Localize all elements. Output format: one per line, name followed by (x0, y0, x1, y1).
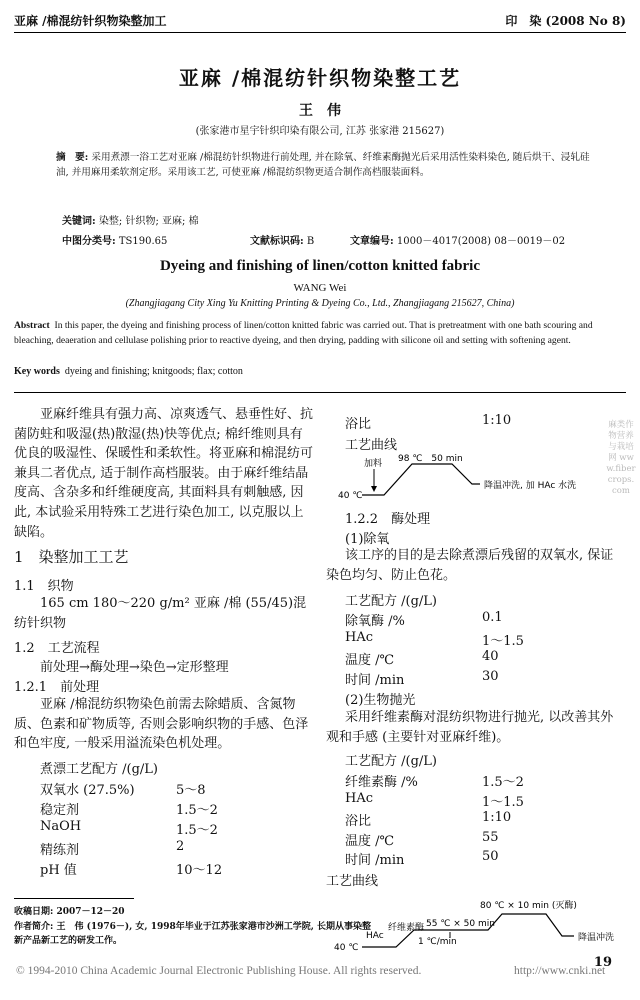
section-1-1-text: 165 cm 180～220 g/m² 亚麻 /棉 (55/45)混纺针织物 (14, 596, 307, 631)
footnote-rule (14, 898, 134, 899)
biopolishing-text: 采用纤维素酶对混纺织物进行抛光, 以改善其外观和手感 (主要针对亚麻纤维)。 (326, 710, 614, 745)
section-1-2-1-text: 亚麻 /棉混纺织物染色前需去除蜡质、含氮物质、色素和矿物质等, 否则会影响织物的手感、色泽和色牢度, 一般采用溢流染色机处理。 (14, 697, 309, 752)
recipe-value: 1:10 (482, 810, 512, 825)
recipe-item: 时间 /min (345, 853, 405, 868)
curve2-mid-label: 55 ℃ × 50 min (426, 919, 495, 929)
article-no-value: 1000－4017(2008) 08－0019－02 (396, 236, 566, 247)
curve2-end-label: 降温冲洗 (578, 933, 615, 943)
clc-label: 中图分类号: (62, 236, 116, 247)
deoxygenation-text: 该工序的目的是去除煮漂后残留的双氧水, 保证染色均匀、防止色花。 (326, 548, 614, 583)
bio-recipe-title: 工艺配方 /(g/L) (345, 754, 437, 769)
author-en: WANG Wei (293, 282, 347, 294)
curve1-add-label: 加料 (364, 459, 383, 469)
recipe-item: 浴比 (345, 814, 372, 829)
curve1-title: 工艺曲线 (345, 438, 398, 453)
running-header-right: 印 染 (2008 No 8) (505, 14, 626, 28)
intro-paragraph: 亚麻纤维具有强力高、凉爽透气、悬垂性好、抗菌防蛀和吸湿(热)散湿(热)快等优点; 棉纤维则具有优良的吸湿性、保暖性和柔软性。将亚麻和棉混纺可兼具二者优点, 适于制作高档服装。由于麻纤维结晶度高、含杂多和纤维硬度高, 其面料具有刺触感, 因此, 本试验采用特殊工艺进行染色加工, 以克服以上缺陷。 (14, 407, 314, 540)
footnote-received: 收稿日期: 2007－12－20 (14, 907, 125, 917)
recipe-value: 55 (482, 829, 499, 845)
keywords-cn-text: 染整; 针织物; 亚麻; 棉 (98, 216, 199, 227)
curve2-start-temp: 40 ℃ (334, 943, 359, 953)
affiliation-en: (Zhangjiagang City Xing Yu Knitting Printing & Dyeing Co., Ltd., Zhangjiagang 215627, China) (125, 298, 515, 309)
keywords-en (14, 366, 243, 377)
recipe-value: 50 (482, 849, 499, 864)
clc-number (62, 232, 167, 247)
recipe-value: 2 (176, 839, 185, 854)
header-rule (14, 32, 626, 33)
running-header-left: 亚麻 /棉混纺针织物染整加工 (14, 14, 167, 28)
article-title-en: Dyeing and finishing of linen/cotton knitted fabric (159, 258, 481, 274)
keywords-en-text: dyeing and finishing; knitgoods; flax; cotton (64, 366, 243, 377)
affiliation-cn: (张家港市星宇针织印染有限公司, 江苏 张家港 215627) (195, 126, 445, 137)
recipe-value: 1.5～2 (176, 823, 218, 838)
abstract-en-text: In this paper, the dyeing and finishing process of linen/cotton knitted fabric was carried out. That is pretreatment with one bath scouring and bleaching, deaeration and cellulase polishing prior to reactive dyeing, and then drying, padding with silicone oil and setting with softening agent. (14, 320, 593, 346)
recipe-item: 纤维素酶 /% (345, 775, 418, 790)
recipe-value: 1.5～2 (482, 775, 524, 790)
process-curve-2 (330, 892, 626, 956)
article-number (350, 232, 565, 247)
recipe-value: 5～8 (176, 783, 206, 798)
section-1-2-2-heading: 1.2.2 酶处理 (345, 512, 431, 527)
keywords-en-label: Key words (14, 366, 60, 377)
abstract-rule (14, 392, 626, 393)
recipe-value: 0.1 (482, 610, 503, 625)
section-1-2-heading: 1.2 工艺流程 (14, 641, 100, 656)
curve2-rate-label: 1 ℃/min (418, 937, 457, 947)
curve2-enzyme-label: 纤维素酶 (388, 923, 425, 933)
curve1-start-temp: 40 ℃ (338, 491, 363, 501)
recipe-item: 温度 /℃ (345, 833, 395, 849)
recipe-value: 1:10 (482, 413, 512, 428)
curve1-top-label: 98 ℃ 50 min (398, 454, 463, 464)
recipe-item: NaOH (40, 819, 82, 834)
recipe-item: pH 值 (40, 863, 77, 878)
recipe-item: 时间 /min (345, 672, 405, 688)
recipe-value: 10～12 (176, 863, 223, 878)
footnote-author: 作者简介: 王 伟 (1976－), 女, 1998年毕业于江苏张家港市沙洲工学院, 长期从事染整新产品新工艺的研发工作。 (14, 922, 372, 946)
curve2-hac-label: HAc (366, 931, 384, 941)
clc-value: TS190.65 (118, 236, 168, 247)
abstract-cn (56, 150, 590, 180)
section-1-heading: 1 染整加工工艺 (14, 548, 129, 566)
doc-code-label: 文献标识码: (250, 236, 304, 247)
doc-code (250, 232, 314, 247)
section-1-1-heading: 1.1 织物 (14, 579, 74, 594)
recipe-item: 精练剂 (40, 843, 80, 858)
article-no-label: 文章编号: (350, 236, 394, 247)
doc-code-value: B (306, 236, 315, 247)
abstract-en (14, 318, 626, 348)
section-1-2-1-heading: 1.2.1 前处理 (14, 680, 100, 695)
recipe-item: 浴比 (345, 417, 372, 432)
recipe-value: 1～1.5 (482, 794, 524, 810)
recipe-item: HAc (345, 790, 374, 806)
deoxygenation-heading: (1)除氧 (345, 532, 390, 547)
recipe-item: HAc (345, 629, 374, 645)
recipe-value: 40 (482, 649, 499, 664)
curve2-title: 工艺曲线 (326, 874, 379, 889)
recipe-item: 稳定剂 (40, 803, 80, 818)
biopolishing-heading: (2)生物抛光 (345, 693, 416, 708)
keywords-cn-label: 关键词: (62, 216, 96, 227)
abstract-cn-label: 摘 要: (56, 152, 89, 163)
process-flow: 前处理→酶处理→染色→定形整理 (40, 660, 229, 675)
keywords-cn (62, 212, 199, 227)
article-title-cn: 亚麻 /棉混纺针织物染整工艺 (178, 66, 462, 90)
recipe-item: 温度 /℃ (345, 653, 395, 668)
curve1-end-label: 降温冲洗, 加 HAc 水洗 (484, 481, 577, 491)
cnki-link[interactable]: http://www.cnki.net (514, 965, 606, 977)
abstract-en-label: Abstract (14, 320, 50, 331)
curve2-top-label: 80 ℃ × 10 min (灭酶) (480, 901, 577, 911)
recipe-value: 1.5～2 (176, 803, 218, 818)
scour-recipe-title: 煮漂工艺配方 /(g/L) (40, 762, 158, 777)
recipe-item: 除氧酶 /% (345, 614, 405, 629)
recipe-item: 双氧水 (27.5%) (40, 783, 135, 798)
abstract-cn-text: 采用煮漂一浴工艺对亚麻 /棉混纺针织物进行前处理, 并在除氧、纤维素酶抛光后采用活性染料染色, 随后烘干、浸轧硅油, 并用麻用柔软剂定形。采用该工艺, 可使亚麻 /棉混纺织物更适合制作高档服装面料。 (56, 152, 590, 178)
author-cn: 王 伟 (299, 103, 341, 119)
deox-recipe-title: 工艺配方 /(g/L) (345, 594, 437, 609)
copyright-banner: © 1994-2010 China Academic Journal Electronic Publishing House. All rights reserved. (16, 965, 422, 977)
watermark: 麻类作物营养与栽培网 www.fibercrops.com (606, 420, 636, 496)
page-number: 19 (593, 955, 612, 970)
process-curve-1 (334, 452, 624, 504)
recipe-value: 30 (482, 668, 499, 684)
recipe-value: 1～1.5 (482, 633, 524, 649)
